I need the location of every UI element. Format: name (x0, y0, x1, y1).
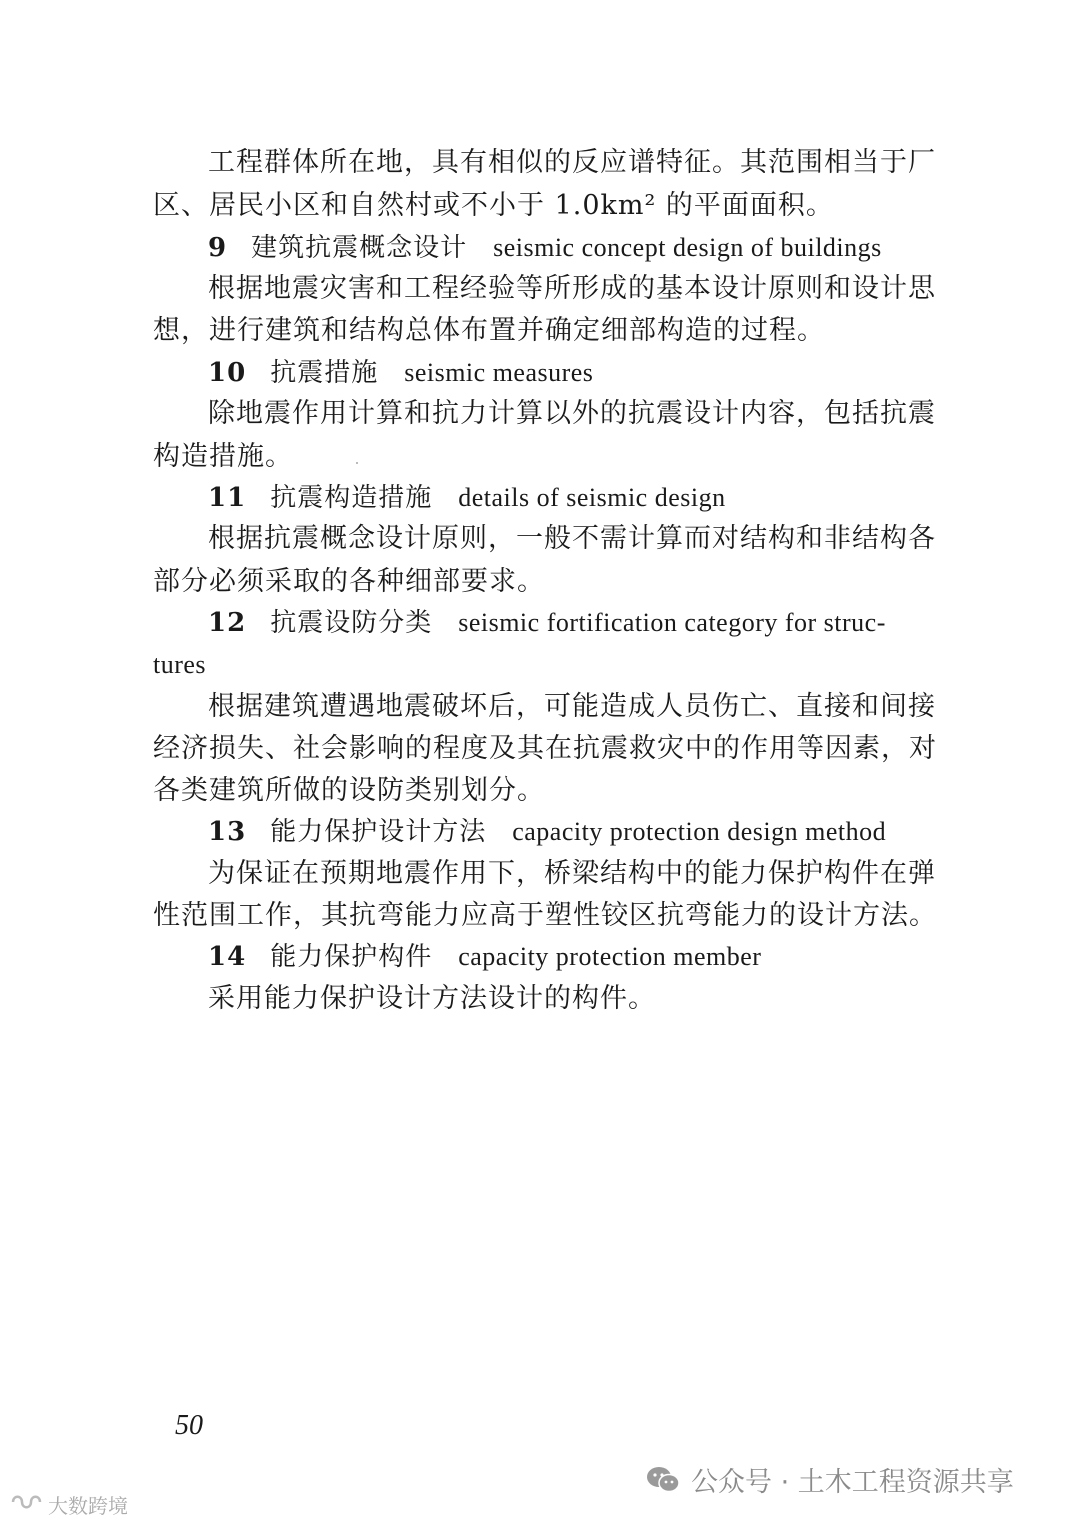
scan-speck (356, 462, 358, 464)
term-chinese: 抗震设防分类 (270, 608, 433, 638)
term-number: 13 (208, 817, 247, 847)
page-number: 50 (175, 1410, 203, 1441)
definition-line: 各类建筑所做的设防类别划分。 (153, 775, 545, 806)
definition-line: 除地震作用计算和抗力计算以外的抗震设计内容，包括抗震 (208, 398, 936, 429)
term-english: tures (153, 650, 207, 679)
term-chinese: 建筑抗震概念设计 (251, 233, 468, 263)
term-chinese: 抗震构造措施 (270, 483, 433, 513)
term-chinese: 能力保护构件 (270, 942, 433, 972)
term-number: 9 (208, 233, 228, 263)
body-line: 区、居民小区和自然村或不小于 1.0km² 的平面面积。 (153, 190, 834, 221)
definition-line: 根据地震灾害和工程经验等所形成的基本设计原则和设计思 (208, 273, 936, 304)
term-heading (208, 940, 761, 974)
watermark-right (645, 1460, 1014, 1499)
definition-line: 部分必须采取的各种细部要求。 (153, 566, 545, 597)
definition-line: 根据建筑遭遇地震破坏后，可能造成人员伤亡、直接和间接 (208, 691, 936, 722)
term-heading (208, 606, 886, 640)
wechat-icon (645, 1465, 681, 1495)
definition-line: 构造措施。 (153, 441, 293, 472)
term-english: seismic fortification category for struc- (458, 608, 886, 637)
definition-line: 为保证在预期地震作用下，桥梁结构中的能力保护构件在弹 (208, 858, 936, 889)
watermark-left-text: 大数跨境 (48, 1494, 128, 1518)
definition-line: 想，进行建筑和结构总体布置并确定细部构造的过程。 (153, 315, 825, 346)
term-heading (208, 815, 886, 849)
term-english: seismic concept design of buildings (493, 233, 882, 262)
definition-line: 性范围工作，其抗弯能力应高于塑性铰区抗弯能力的设计方法。 (153, 900, 937, 931)
watermark-left (10, 1490, 128, 1519)
term-number: 11 (208, 483, 247, 513)
term-english-continued (153, 648, 206, 682)
definition-line: 采用能力保护设计方法设计的构件。 (208, 983, 656, 1014)
term-english: seismic measures (404, 358, 594, 387)
term-heading (208, 356, 593, 390)
term-english: capacity protection member (458, 942, 762, 971)
term-number: 10 (208, 358, 247, 388)
term-chinese: 抗震措施 (270, 358, 379, 388)
body-line: 工程群体所在地，具有相似的反应谱特征。其范围相当于厂 (208, 147, 936, 178)
brand-logo-icon (10, 1491, 44, 1518)
term-english: details of seismic design (458, 483, 726, 512)
watermark-right-text: 公众号 · 土木工程资源共享 (691, 1467, 1014, 1498)
term-heading (208, 481, 726, 515)
term-english: capacity protection design method (512, 817, 887, 846)
term-number: 14 (208, 942, 247, 972)
term-chinese: 能力保护设计方法 (270, 817, 487, 847)
term-number: 12 (208, 608, 247, 638)
definition-line: 根据抗震概念设计原则，一般不需计算而对结构和非结构各 (208, 523, 936, 554)
term-heading (208, 231, 882, 265)
definition-line: 经济损失、社会影响的程度及其在抗震救灾中的作用等因素，对 (153, 733, 937, 764)
